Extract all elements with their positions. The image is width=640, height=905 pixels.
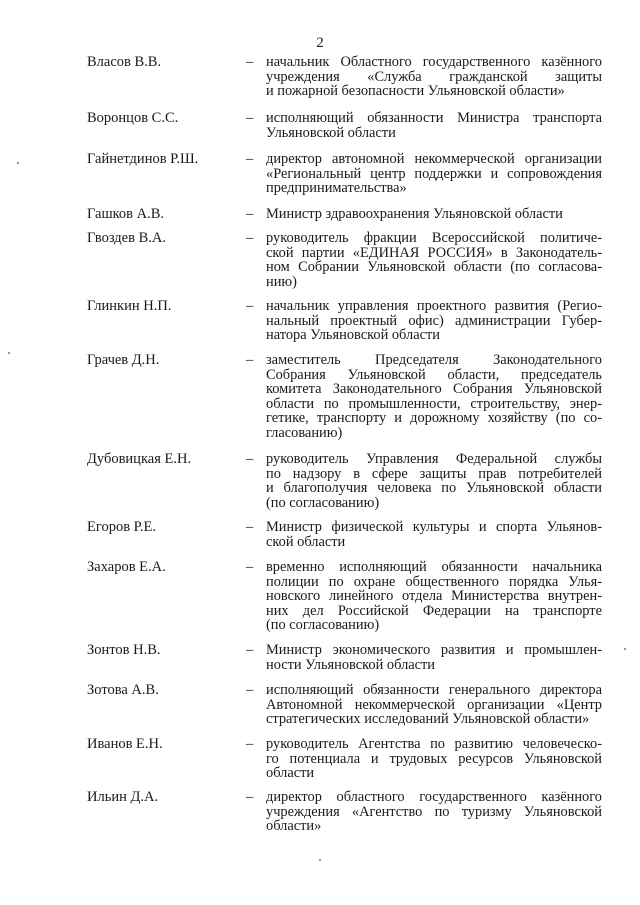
position-line: временно исполняющий обязанности начальника [266, 559, 602, 575]
member-position [266, 790, 602, 834]
member-position [266, 452, 602, 510]
position-line: ности Ульяновской области [266, 656, 436, 673]
member-position [266, 55, 602, 99]
dash-separator: – [246, 230, 254, 246]
scan-speck [319, 859, 321, 861]
member-position [266, 520, 602, 549]
dash-separator: – [246, 206, 254, 222]
dash-separator: – [246, 736, 254, 752]
position-line: учреждения «Агентство по туризму Ульяновской [266, 803, 602, 820]
member-name: Ильин Д.А. [87, 789, 159, 805]
member-name: Грачев Д.Н. [87, 352, 160, 368]
position-line: натора Ульяновской области [266, 327, 440, 343]
position-line: области» [266, 818, 322, 834]
member-name: Гайнетдинов Р.Ш. [87, 151, 199, 167]
position-line: учреждения «Служба гражданской защиты [266, 68, 602, 85]
member-position [266, 560, 602, 633]
member-name: Власов В.В. [87, 54, 162, 70]
member-name: Глинкин Н.П. [87, 298, 172, 314]
member-position [266, 353, 602, 440]
member-position [266, 683, 602, 727]
position-line: новского линейного отдела Министерства внутрен- [266, 588, 602, 604]
position-line: Ульяновской области [266, 124, 396, 141]
member-position [266, 737, 602, 781]
member-position [266, 152, 602, 196]
scan-speck [624, 648, 626, 650]
position-line: стратегических исследований Ульяновской области» [266, 711, 590, 727]
member-position [266, 643, 602, 672]
position-line: начальник Областного государственного казённого [266, 54, 602, 70]
member-name: Зотова А.В. [87, 682, 159, 698]
position-line: начальник управления проектного развития (Регио- [266, 298, 602, 314]
position-line: Министр экономического развития и промышлен- [266, 642, 602, 658]
position-line: них дел Российской Федерации на транспорте [266, 602, 602, 619]
position-line: предпринимательства» [266, 180, 407, 196]
member-name: Гашков А.В. [87, 206, 165, 222]
member-position [266, 111, 602, 140]
position-line: руководитель фракции Всероссийской политиче- [266, 230, 602, 246]
position-line: и благополучия человека по Ульяновской области [266, 480, 602, 496]
dash-separator: – [246, 642, 254, 658]
position-line: Министр здравоохранения Ульяновской области [266, 206, 563, 222]
position-line: Собрания Ульяновской области, председатель [266, 366, 602, 383]
position-line: исполняющий обязанности генерального директора [266, 682, 602, 698]
position-line: полиции по охране общественного порядка Улья- [266, 573, 602, 590]
position-line: нальный проектный офис) администрации Губер- [266, 312, 602, 329]
position-line: ской области [266, 533, 346, 550]
position-line: директор областного государственного казённого [266, 789, 602, 805]
member-name: Гвоздев В.А. [87, 230, 166, 246]
position-line: директор автономной некоммерческой организации [266, 151, 602, 167]
position-line: Автономной некоммерческой организации «Центр [266, 696, 602, 713]
dash-separator: – [246, 682, 254, 698]
position-line: гласованию) [266, 424, 343, 441]
scan-speck [8, 352, 10, 354]
position-line: руководитель Агентства по развитию человеческо- [266, 736, 602, 752]
member-position [266, 231, 602, 289]
dash-separator: – [246, 110, 254, 126]
position-line: по надзору в сфере защиты прав потребителей [266, 465, 602, 482]
position-line: руководитель Управления Федеральной службы [266, 451, 602, 467]
member-name: Зонтов Н.В. [87, 642, 161, 658]
dash-separator: – [246, 352, 254, 368]
position-line: (по согласованию) [266, 617, 380, 633]
position-line: гетике, транспорту и дорожному хозяйству (по со- [266, 410, 602, 426]
position-line: ской партии «ЕДИНАЯ РОССИЯ» в Законодатель- [266, 244, 602, 261]
dash-separator: – [246, 789, 254, 805]
dash-separator: – [246, 54, 254, 70]
position-line: области по промышленности, строительству, энер- [266, 395, 602, 412]
dash-separator: – [246, 298, 254, 314]
dash-separator: – [246, 519, 254, 535]
position-line: и пожарной безопасности Ульяновской области» [266, 83, 565, 99]
position-line: заместитель Председателя Законодательного [266, 352, 602, 368]
member-name: Захаров Е.А. [87, 559, 166, 575]
member-name: Дубовицкая Е.Н. [87, 451, 192, 467]
scan-speck [17, 162, 19, 164]
dash-separator: – [246, 151, 254, 167]
position-line: исполняющий обязанности Министра транспорта [266, 110, 602, 126]
member-name: Иванов Е.Н. [87, 736, 163, 752]
member-position [266, 299, 602, 343]
position-line: комитета Законодательного Собрания Ульяновской [266, 381, 602, 397]
position-line: го потенциала и трудовых ресурсов Ульяновской [266, 750, 602, 767]
position-line: «Региональный центр поддержки и сопровождения [266, 165, 602, 182]
position-line: области [266, 765, 315, 781]
dash-separator: – [246, 451, 254, 467]
position-line: нию) [266, 273, 297, 290]
position-line: ном Собрании Ульяновской области (по согласова- [266, 259, 602, 275]
page-number: 2 [316, 35, 324, 51]
member-name: Воронцов С.С. [87, 110, 179, 126]
position-line: (по согласованию) [266, 494, 380, 511]
member-name: Егоров Р.Е. [87, 519, 157, 535]
position-line: Министр физической культуры и спорта Ульянов- [266, 519, 602, 535]
member-position [266, 207, 602, 222]
dash-separator: – [246, 559, 254, 575]
